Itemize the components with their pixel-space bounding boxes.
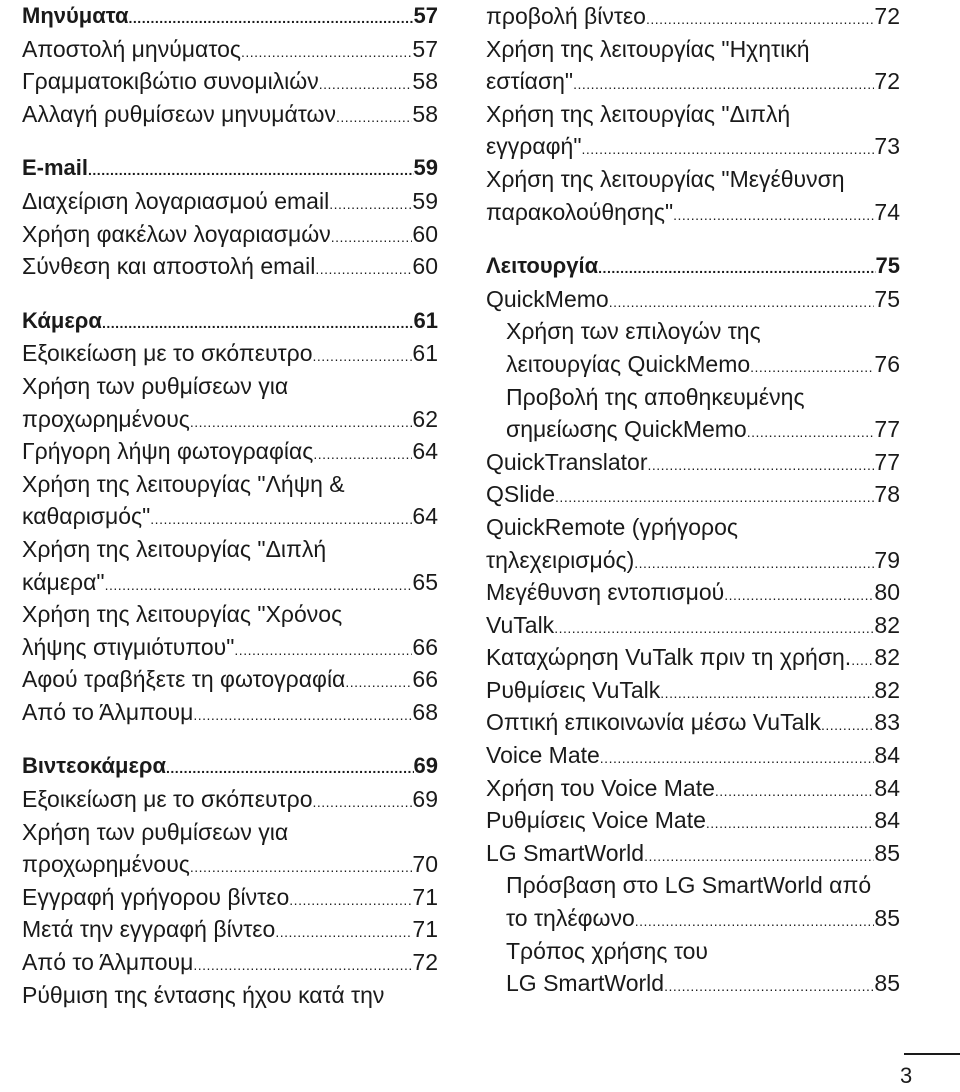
entry-title: προχωρημένους [22,405,190,432]
toc-entry-title-line: Πρόσβαση στο LG SmartWorld από [506,872,872,899]
toc-entry[interactable] [486,576,900,609]
page-number-ref: 75 [875,253,900,279]
entry-title: Ρύθμιση της έντασης ήχου κατά την [22,981,385,1008]
toc-section[interactable] [486,250,900,283]
dot-leader [190,851,413,881]
section-title: Μηνύματα [22,3,129,28]
toc-entry[interactable] [486,315,900,380]
toc-entry-title-line: Χρήση της λειτουργίας "Χρόνος [22,601,343,628]
toc-entry[interactable] [22,33,438,66]
entry-title: QuickMemo [486,285,609,312]
dot-leader [673,199,874,229]
toc-entry-title-line: Προβολή της αποθηκευμένης [506,383,805,410]
entry-title: Γρήγορη λήψη φωτογραφίας [22,438,314,465]
toc-entry-title-line: Χρήση των ρυθμίσεων για [22,372,289,399]
entry-title: Καταχώρηση VuTalk πριν τη χρήση. [486,644,852,671]
toc-entry[interactable] [22,663,438,696]
entry-title: κάμερα" [22,568,105,595]
dot-leader [821,709,874,739]
page-number-ref: 74 [874,198,900,225]
dot-leader [329,188,412,218]
entry-title: Χρήση φακέλων λογαριασμών [22,220,331,247]
entry-title: παρακολούθησης" [486,198,674,225]
toc-entry-title-line: Χρήση της λειτουργίας "Ηχητική [486,35,810,62]
toc-section[interactable] [22,750,438,783]
page-number-ref: 84 [874,774,900,801]
toc-entry[interactable] [486,163,900,228]
dot-leader [634,547,874,577]
toc-entry[interactable] [486,804,900,837]
entry-title: Αφού τραβήξετε τη φωτογραφία [22,666,346,693]
entry-title: LG SmartWorld [506,970,665,997]
page-number-ref: 82 [874,644,900,671]
toc-entry[interactable] [22,218,438,251]
page-number-ref: 82 [874,676,900,703]
page-number-ref: 64 [412,438,438,465]
toc-entry[interactable] [486,381,900,446]
entry-title: Εξοικείωση με το σκόπευτρο [22,340,313,367]
entry-title: Μεγέθυνση εντοπισμού [486,579,725,606]
entry-title: Voice Mate [486,742,600,769]
page-number-ref: 57 [412,35,438,62]
toc-entry-title-line: QuickRemote (γρήγορος [486,513,739,540]
entry-title: Εξοικείωση με το σκόπευτρο [22,786,313,813]
section-title: Βιντεοκάμερα [22,753,167,779]
toc-section[interactable] [22,0,438,33]
page-number-ref: 76 [874,350,900,377]
page-number-ref: 61 [412,340,438,367]
toc-entry[interactable] [22,881,438,914]
page-number-ref: 72 [874,68,900,95]
dot-leader [315,253,412,283]
page-number-ref: 85 [874,970,900,997]
entry-title: Οπτική επικοινωνία μέσω VuTalk [486,709,821,736]
dot-leader [129,2,414,33]
page-number-ref: 64 [412,503,438,530]
dot-leader [747,416,875,446]
dot-leader [582,133,875,163]
dot-leader [573,68,874,98]
toc-entry[interactable] [22,533,438,598]
toc-entry[interactable] [22,783,438,816]
dot-leader [336,101,412,131]
toc-entry[interactable] [486,511,900,576]
dot-leader [724,579,874,609]
entry-title: τηλεχειρισμός) [486,546,635,573]
dot-leader [609,286,875,316]
toc-entry[interactable] [22,468,438,533]
dot-leader [88,154,413,185]
toc-entry-title-line: Χρήση των επιλογών της [506,318,761,345]
toc-entry[interactable] [22,979,438,1012]
entry-title: Αλλαγή ρυθμίσεων μηνυμάτων [22,100,336,127]
dot-leader [105,569,413,599]
entry-title: Γραμματοκιβώτιο συνομιλιών [22,68,319,95]
dot-leader [635,905,875,935]
section-title: E-mail [22,155,89,181]
page-number-rule [904,1053,960,1055]
toc-section[interactable] [22,305,438,338]
toc-entry[interactable] [22,435,438,468]
page-number-ref: 66 [412,666,438,693]
page-number-ref: 72 [874,3,900,29]
toc-entry[interactable] [486,446,900,479]
page-number-ref: 57 [413,3,438,28]
dot-leader [234,634,412,664]
page-number-ref: 79 [874,546,900,573]
toc-entry[interactable] [486,98,900,163]
dot-leader [750,351,874,381]
entry-title: σημείωσης QuickMemo [506,416,747,443]
dot-leader [313,438,412,468]
toc-entry[interactable] [486,869,900,934]
toc-entry[interactable] [486,674,900,707]
page-number-ref: 61 [413,307,438,333]
entry-title: λήψης στιγμιότυπου" [22,633,235,660]
page-number-ref: 62 [412,405,438,432]
page-number-ref: 78 [874,481,900,508]
entry-title: καθαρισμός" [22,503,151,530]
dot-leader [166,752,413,783]
dot-leader [190,406,413,436]
dot-leader [193,949,412,979]
page-number-ref: 60 [412,253,438,280]
entry-title: Χρήση του Voice Mate [486,774,715,801]
toc-section[interactable] [22,152,438,185]
toc-entry[interactable] [22,816,438,881]
toc-entry[interactable] [486,0,900,33]
dot-leader [664,970,874,1000]
toc-entry[interactable] [486,935,900,1000]
toc-entry-title-line: Χρήση της λειτουργίας "Μεγέθυνση [486,165,845,192]
page-number-ref: 65 [412,568,438,595]
dot-leader [598,252,875,283]
page-number: 3 [900,1063,913,1088]
dot-leader [319,68,413,98]
page-number-ref: 66 [412,633,438,660]
page-number-ref: 73 [874,133,900,160]
page-number-ref: 59 [412,187,438,214]
page-number-ref: 68 [412,698,438,725]
page-number-ref: 83 [874,709,900,736]
page-number-ref: 58 [412,68,438,95]
entry-title: Σύνθεση και αποστολή email [22,253,316,280]
entry-title: VuTalk [486,611,555,638]
toc-entry-title-line: Χρήση της λειτουργίας "Λήψη & [22,470,345,497]
entry-title: προχωρημένους [22,851,190,878]
dot-leader [102,307,414,338]
page-number-ref: 69 [412,786,438,813]
toc-entry[interactable] [486,772,900,805]
entry-title: QuickTranslator [486,448,648,475]
entry-title: Εγγραφή γρήγορου βίντεο [22,883,290,910]
dot-leader [313,340,413,370]
page-number-ref: 58 [412,100,438,127]
section-title: Κάμερα [22,307,102,333]
toc-entry[interactable] [22,185,438,218]
page-number-ref: 71 [412,883,438,910]
toc-entry[interactable] [486,478,900,511]
toc-left-column [22,0,438,1011]
page-number-ref: 75 [874,285,900,312]
page-number-ref: 77 [874,416,900,443]
entry-title: Αποστολή μηνύματος [22,35,241,62]
toc-entry[interactable] [22,598,438,663]
dot-leader [150,503,412,533]
page-number-ref: 60 [412,220,438,247]
toc-entry[interactable] [486,609,900,642]
entry-title: Από το Άλμπουμ [22,949,194,976]
toc-entry[interactable] [22,65,438,98]
page-number-ref: 72 [412,949,438,976]
entry-title: Μετά την εγγραφή βίντεο [22,916,276,943]
page-number-ref: 84 [874,742,900,769]
entry-title: Ρυθμίσεις VuTalk [486,676,661,703]
dot-leader [851,644,874,674]
toc-entry-title-line: Χρήση της λειτουργίας "Διπλή [486,100,791,127]
dot-leader [600,742,875,772]
dot-leader [646,3,874,33]
toc-entry-title-line: Χρήση της λειτουργίας "Διπλή [22,535,327,562]
dot-leader [715,775,875,805]
page-number-ref: 59 [413,155,438,181]
dot-leader [555,481,874,511]
entry-title: Διαχείριση λογαριασμού email [22,187,330,214]
dot-leader [331,221,413,251]
entry-title: Ρυθμίσεις Voice Mate [486,807,706,834]
dot-leader [644,840,874,870]
toc-entry[interactable] [22,946,438,979]
page-number-ref: 71 [412,916,438,943]
toc-entry[interactable] [22,913,438,946]
dot-leader [313,786,413,816]
page-number-ref: 85 [874,905,900,932]
toc-entry[interactable] [486,641,900,674]
entry-title: εστίαση" [486,68,574,95]
entry-title: QSlide [486,481,556,508]
toc-entry-title-line: Τρόπος χρήσης του [506,937,708,964]
dot-leader [275,916,412,946]
page-number-ref: 85 [874,839,900,866]
page-number-ref: 84 [874,807,900,834]
entry-title: Από το Άλμπουμ [22,698,194,725]
dot-leader [706,807,875,837]
toc-entry[interactable] [486,837,900,870]
dot-leader [345,666,412,696]
toc-entry[interactable] [22,98,438,131]
page-number-ref: 80 [874,579,900,606]
toc-entry[interactable] [22,370,438,435]
dot-leader [193,699,412,729]
page-number-ref: 82 [874,611,900,638]
toc-right-column [486,0,900,1000]
toc-entry[interactable] [486,33,900,98]
toc-entry[interactable] [486,706,900,739]
toc-entry-title-line: Χρήση των ρυθμίσεων για [22,818,289,845]
toc-entry[interactable] [486,283,900,316]
dot-leader [554,612,874,642]
entry-title: το τηλέφωνο [506,905,635,932]
dot-leader [241,36,412,66]
section-title: Λειτουργία [486,253,599,279]
toc-entry[interactable] [22,696,438,729]
toc-entry[interactable] [22,337,438,370]
entry-title: λειτουργίας QuickMemo [506,350,751,377]
page-number-ref: 69 [413,753,438,779]
entry-title: προβολή βίντεο [486,3,646,29]
entry-title: LG SmartWorld [486,839,645,866]
entry-title: εγγραφή" [486,133,582,160]
page-number-ref: 77 [874,448,900,475]
toc-entry[interactable] [486,739,900,772]
dot-leader [289,884,412,914]
page-number-ref: 70 [412,851,438,878]
toc-entry[interactable] [22,250,438,283]
dot-leader [660,677,874,707]
dot-leader [647,449,874,479]
